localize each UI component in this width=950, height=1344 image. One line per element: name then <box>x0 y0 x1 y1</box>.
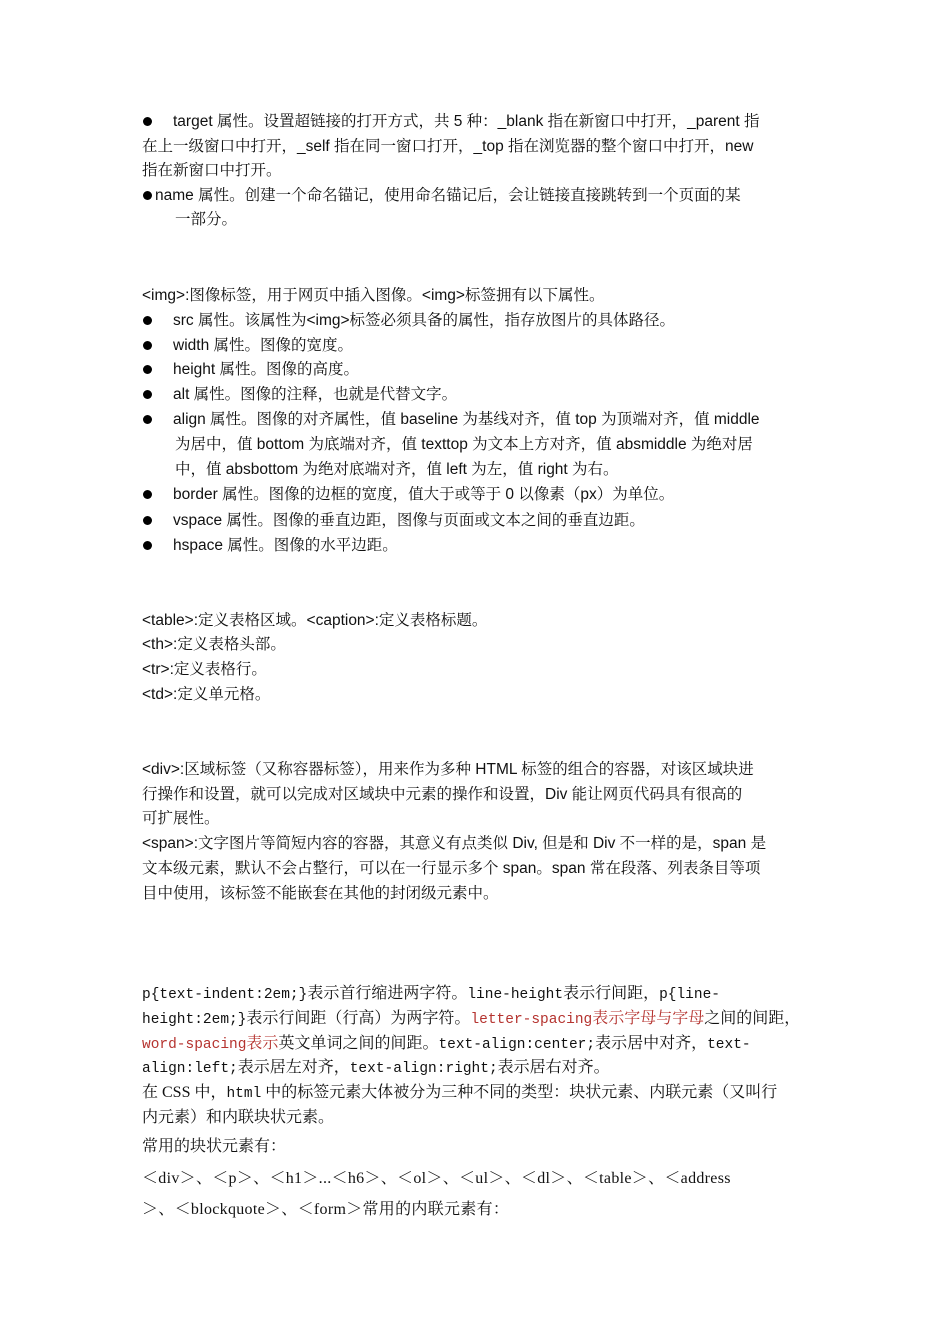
text: 表示居右对齐。 <box>497 1059 610 1076</box>
img-vspace: vspace 属性。图像的垂直边距，图像与页面或文本之间的垂直边距。 <box>173 512 645 529</box>
text: 表示行间距， <box>563 985 660 1002</box>
bullet-icon <box>143 316 152 325</box>
code-text-red: word-spacing <box>142 1037 247 1053</box>
target-line-2: 在上一级窗口中打开，_self 指在同一窗口打开，_top 指在浏览器的整个窗口中打开，new <box>142 138 754 155</box>
text: 表示居左对齐， <box>237 1059 350 1076</box>
text-red: 表示字母与字母 <box>592 1010 705 1027</box>
text-red: 表示 <box>246 1035 279 1052</box>
text: 表示居中对齐， <box>595 1035 708 1052</box>
div-line-1: <div>:区域标签（又称容器标签），用来作为多种 HTML 标签的组合的容器，对该区域块进 <box>142 761 754 778</box>
img-align-1: align 属性。图像的对齐属性，值 baseline 为基线对齐，值 top 为顶端对齐，值 middle <box>173 411 760 428</box>
code-text: p{text-indent:2em;} <box>142 987 308 1003</box>
img-width: width 属性。图像的宽度。 <box>173 337 353 354</box>
text: 中的标签元素大体被分为三种不同的类型：块状元素、内联元素（又叫行 <box>261 1084 778 1101</box>
code-text: p{line- <box>659 987 720 1003</box>
table-line-3: <tr>:定义表格行。 <box>142 661 267 678</box>
code-text: text-align:center; <box>438 1037 596 1053</box>
bullet-icon <box>143 516 152 525</box>
code-text: text-align:right; <box>349 1061 498 1077</box>
css-line-6: 内元素）和内联块状元素。 <box>142 1109 335 1126</box>
div-line-3: 可扩展性。 <box>142 810 220 827</box>
css-line-3 <box>142 1033 751 1056</box>
code-text: html <box>226 1086 262 1102</box>
code-text: height:2em;} <box>142 1012 247 1028</box>
bullet-icon <box>143 541 152 550</box>
css-line-9: ＞、＜blockquote＞、＜form＞常用的内联元素有： <box>142 1201 510 1218</box>
css-line-4 <box>142 1057 610 1080</box>
bullet-icon <box>143 191 152 200</box>
text: 之间的间距， <box>704 1010 801 1027</box>
img-src: src 属性。该属性为<img>标签必须具备的属性，指存放图片的具体路径。 <box>173 312 676 329</box>
span-line-3: 目中使用，该标签不能嵌套在其他的封闭级元素中。 <box>142 885 499 902</box>
span-line-1: <span>:文字图片等简短内容的容器，其意义有点类似 Div, 但是和 Div 不一样的是，span 是 <box>142 835 767 852</box>
img-border: border 属性。图像的边框的宽度，值大于或等于 0 以像素（px）为单位。 <box>173 486 675 503</box>
img-align-2: 为居中，值 bottom 为底端对齐，值 texttop 为文本上方对齐，值 absmiddle 为绝对居 <box>175 436 753 453</box>
code-text: line-height <box>467 987 564 1003</box>
table-line-1: <table>:定义表格区域。<caption>:定义表格标题。 <box>142 612 488 629</box>
table-line-4: <td>:定义单元格。 <box>142 686 271 703</box>
img-align-3: 中，值 absbottom 为绝对底端对齐，值 left 为左，值 right 为右。 <box>175 461 619 478</box>
text: 在 CSS 中， <box>142 1084 227 1101</box>
bullet-icon <box>143 341 152 350</box>
span-line-2: 文本级元素，默认不会占整行，可以在一行显示多个 span。span 常在段落、列表条目等项 <box>142 860 761 877</box>
img-alt: alt 属性。图像的注释，也就是代替文字。 <box>173 386 458 403</box>
bullet-icon <box>143 415 152 424</box>
name-attr-line-1: name 属性。创建一个命名锚记，使用命名锚记后，会让链接直接跳转到一个页面的某 <box>155 187 741 204</box>
bullet-icon <box>143 117 152 126</box>
code-text: align:left; <box>142 1061 238 1077</box>
img-height: height 属性。图像的高度。 <box>173 361 360 378</box>
css-line-7: 常用的块状元素有： <box>142 1138 287 1155</box>
div-line-2: 行操作和设置，就可以完成对区域块中元素的操作和设置，Div 能让网页代码具有很高的 <box>142 786 743 803</box>
code-text: text- <box>707 1037 751 1053</box>
bullet-icon <box>143 390 152 399</box>
bullet-icon <box>143 365 152 374</box>
code-text-red: letter-spacing <box>470 1012 593 1028</box>
img-intro: <img>:图像标签，用于网页中插入图像。<img>标签拥有以下属性。 <box>142 287 605 304</box>
table-line-2: <th>:定义表格头部。 <box>142 636 286 653</box>
text: 英文单词之间的间距。 <box>278 1035 439 1052</box>
img-hspace: hspace 属性。图像的水平边距。 <box>173 537 398 554</box>
css-line-8: ＜div＞、＜p＞、＜h1＞...＜h6＞、＜ol＞、＜ul＞、＜dl＞、＜table＞、＜address <box>142 1170 731 1187</box>
css-line-5 <box>142 1082 777 1105</box>
name-attr-line-2: 一部分。 <box>175 211 238 228</box>
target-line-3: 指在新窗口中打开。 <box>142 162 282 179</box>
css-line-2 <box>142 1008 800 1031</box>
css-line-1 <box>142 983 720 1006</box>
text: 表示首行缩进两字符。 <box>307 985 468 1002</box>
target-line-1: target 属性。设置超链接的打开方式，共 5 种：_blank 指在新窗口中打开，_parent 指 <box>173 113 760 130</box>
text: 表示行间距（行高）为两字符。 <box>246 1010 471 1027</box>
bullet-icon <box>143 490 152 499</box>
